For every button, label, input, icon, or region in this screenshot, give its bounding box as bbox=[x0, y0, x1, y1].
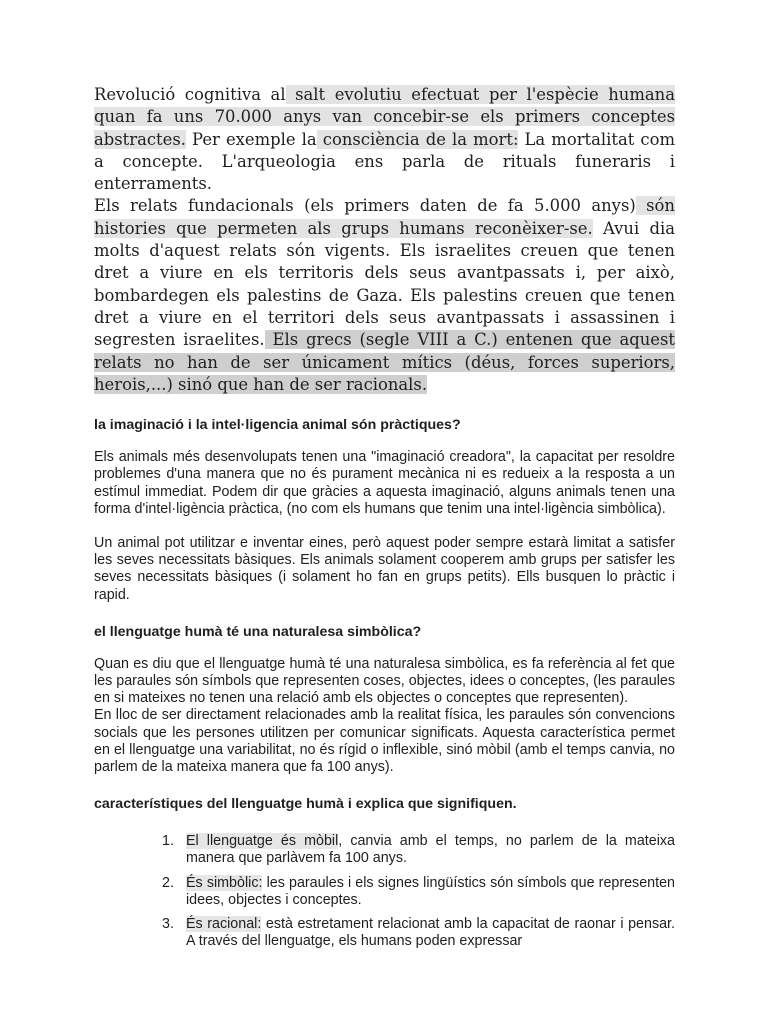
text-run: , canvia amb el temps, no parlem de la mateixa manera que parlàvem fa 100 anys. bbox=[186, 833, 675, 867]
highlighted-text: És racional: bbox=[186, 916, 262, 933]
list-number: 3. bbox=[162, 916, 174, 933]
section-heading-symbolic-language: el llenguatge humà té una naturalesa simbòlica? bbox=[94, 623, 422, 640]
highlighted-text: És simbòlic: bbox=[186, 874, 263, 891]
highlighted-text: Els grecs (segle VIII a C.) entenen que aquest relats no han de ser únicament mítics (déus, forces superiors, herois,...) sinó que han de ser racionals. bbox=[94, 330, 675, 394]
list-item bbox=[94, 875, 675, 909]
list-number: 2. bbox=[162, 874, 174, 891]
text-run: Els relats fundacionals (els primers daten de fa 5.000 anys) bbox=[94, 196, 636, 216]
text-run: Revolució cognitiva al bbox=[94, 85, 286, 104]
highlighted-text: salt evolutiu efectuat per l'espècie humana quan fa uns 70.000 anys van concebir-se els primers conceptes abstractes. bbox=[94, 85, 676, 149]
intro-paragraph-1 bbox=[94, 84, 675, 195]
text-run: està estretament relacionat amb la capacitat de raonar i pensar. A través del llenguatge, els humans poden expressar bbox=[186, 916, 675, 950]
text-run: les paraules i els signes lingüístics són símbols que representen idees, objectes i conceptes. bbox=[186, 874, 675, 908]
text-run: La mortalitat com a concepte. L'arqueologia ens parla de rituals funeraris i enterraments. bbox=[94, 129, 675, 194]
document-page bbox=[94, 84, 675, 957]
section2-paragraph-1: Quan es diu que el llenguatge humà té una naturalesa simbòlica, es fa referència al fet que les paraules són símbols que representen coses, objectes, idees o conceptes, (les paraules en si mateixes no tenen una relació amb els objectes o conceptes que representen). bbox=[94, 655, 675, 707]
features-list bbox=[94, 833, 675, 950]
section1-paragraph-2: Un animal pot utilitzar e inventar eines, però aquest poder sempre estarà limitat a satisfer les seves necessitats bàsiques. Els animals solament cooperem amb grups per satisfer les seves necessitats bàsiques (i solament ho fan en grups petits). Ells busquen lo pràctic i rapid. bbox=[94, 534, 675, 603]
highlighted-text: consciència de la mort: bbox=[316, 129, 519, 149]
intro-paragraph-2 bbox=[94, 195, 675, 396]
section-heading-animal-intelligence: la imaginació i la intel·ligencia animal són pràctiques? bbox=[94, 417, 461, 434]
section-heading-language-features: característiques del llenguatge humà i explica que signifiquen. bbox=[94, 796, 517, 813]
highlighted-text: El llenguatge és mòbil bbox=[186, 833, 339, 850]
highlighted-text: són histories que permeten als grups humans reconèixer-se. bbox=[94, 196, 675, 238]
section1-paragraph-1: Els animals més desenvolupats tenen una "imaginació creadora", la capacitat per resoldre problemes d'una manera que no és purament mecànica ni es redueix a la resposta a un estímul immediat. Podem dir que gràcies a aquesta imaginació, alguns animals tenen una forma d'intel·ligència pràctica, (no com els humans que tenim una intel·ligència simbòlica). bbox=[94, 449, 675, 517]
list-item bbox=[94, 916, 675, 950]
list-item bbox=[94, 833, 675, 867]
text-run: Avui dia molts d'aquest relats són vigents. Els israelites creuen que tenen dret a viure en els territoris dels seus avantpassats i, per això, bombardegen els palestins de Gaza. Els palestins creuen que tenen dret a viure en el territori dels seus avantpassats i assassinen i segresten israelites. bbox=[94, 218, 675, 350]
list-number: 1. bbox=[162, 833, 174, 850]
section2-paragraph-2: En lloc de ser directament relacionades amb la realitat física, les paraules són convencions socials que les persones utilitzen per comunicar significats. Aquesta característica permet en el llenguatge una variabilitat, no és rígid o inflexible, sinó mòbil (amb el temps canvia, no parlem de la mateixa manera que fa 100 anys). bbox=[94, 707, 675, 775]
text-run: Per exemple la bbox=[185, 129, 317, 149]
